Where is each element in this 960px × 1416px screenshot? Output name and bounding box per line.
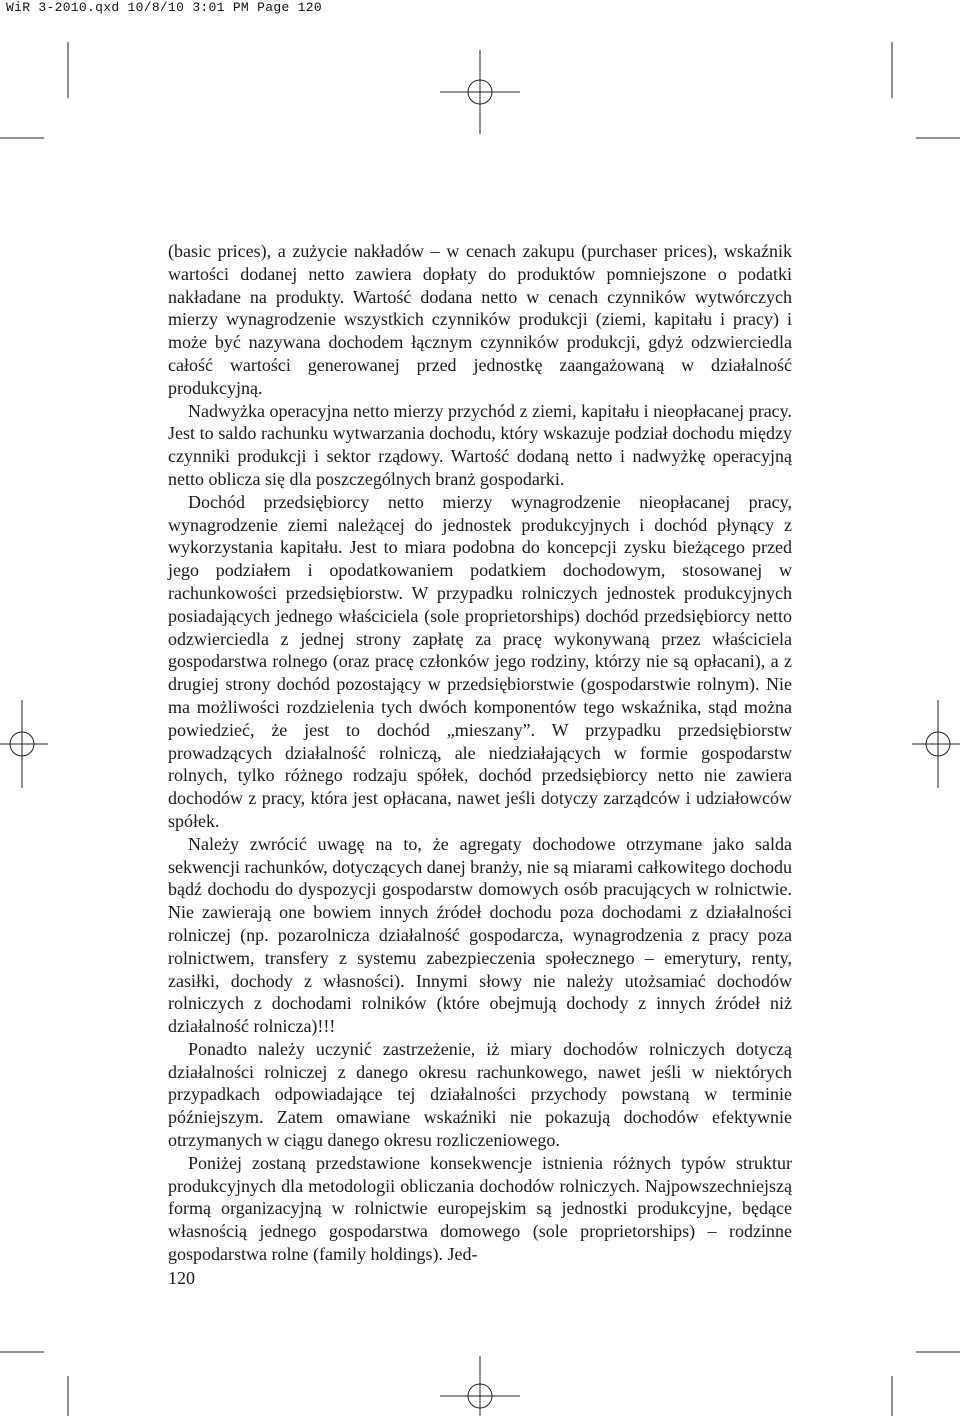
paragraph-4: Należy zwrócić uwagę na to, że agregaty dochodowe otrzymane jako salda sekwencji rachunków, dotyczących danej branży, nie są miarami całkowitego dochodu bądź dochodu do dyspozycji gospodarstw domowych osób pracujących w rolnictwie. Nie zawierają one bowiem innych źródeł dochodu poza dochodami z działalności rolniczej (np. pozarolnicza działalność gospodarcza, wynagrodzenia z pracy poza rolnictwem, transfery z systemu zabezpieczenia społecznego – emerytury, renty, zasiłki, dochody z własności). Innymi słowy nie należy utożsamiać dochodów rolniczych z dochodami rolników (które obejmują dochody z innych źródeł niż działalność rolnicza)!!! <box>168 833 792 1037</box>
paragraph-2: Nadwyżka operacyjna netto mierzy przychód z ziemi, kapitału i nieopłacanej pracy. Jest to saldo rachunku wytwarzania dochodu, który wskazuje podział dochodu między czynniki produkcji i sektor rządowy. Wartość dodaną netto i nadwyżkę operacyjną netto oblicza się dla poszczególnych branż gospodarki. <box>168 400 792 489</box>
paragraph-3: Dochód przedsiębiorcy netto mierzy wynagrodzenie nieopłacanej pracy, wynagrodzenie ziemi należącej do jednostek produkcyjnych i dochód płynący z wykorzystania kapitału. Jest to miara podobna do koncepcji zysku bieżącego przed jego podziałem i opodatkowaniem podatkiem dochodowym, stosowanej w rachunkowości przedsiębiorstw. W przypadku rolniczych jednostek produkcyjnych posiadających jednego właściciela (sole proprietorships) dochód przedsiębiorcy netto odzwierciedla z jednej strony zapłatę za pracę wykonywaną przez właściciela gospodarstwa rolnego (oraz pracę członków jego rodziny, którzy nie są opłacani), a z drugiej strony dochód pozostający w przedsiębiorstwie (gospodarstwie rolnym). Nie ma możliwości rozdzielenia tych dwóch komponentów tego wskaźnika, stąd można powiedzieć, że jest to dochód „mieszany”. W przypadku przedsiębiorstw prowadzących działalność rolniczą, ale niedziałających w formie gospodarstw rolnych, tylko różnego rodzaju spółek, dochód przedsiębiorcy netto nie zawiera dochodów z pracy, która jest opłacana, nawet jeśli dotyczy zarządców i udziałowców spółek. <box>168 491 792 831</box>
print-slug: WiR 3-2010.qxd 10/8/10 3:01 PM Page 120 <box>6 0 322 15</box>
paragraph-5: Ponadto należy uczynić zastrzeżenie, iż miary dochodów rolniczych dotyczą działalności rolniczej z danego okresu rachunkowego, nawet jeśli w niektórych przypadkach odpowiadające tej działalności przychody powstaną w terminie późniejszym. Zatem omawiane wskaźniki nie pokazują dochodów efektywnie otrzymanych w ciągu danego okresu rozliczeniowego. <box>168 1038 792 1151</box>
registration-target-left <box>0 700 48 788</box>
paragraph-1: (basic prices), a zużycie nakładów – w cenach zakupu (purchaser prices), wskaźnik wartości dodanej netto zawiera dopłaty do produktów pomniejszone o podatki nakładane na produkty. Wartość dodana netto w cenach czynników wytwórczych mierzy wynagrodzenie wszystkich czynników produkcji (ziemi, kapitału i pracy) i może być nazywana dochodem łącznym czynników produkcji, gdyż odzwierciedla całość wartości generowanej przed jednostkę zaangażowaną w działalność produkcyjną. <box>168 241 792 398</box>
registration-target-bottom <box>440 1356 520 1416</box>
paragraph-6: Poniżej zostaną przedstawione konsekwencje istnienia różnych typów struktur produkcyjnych dla metodologii obliczania dochodów rolniczych. Najpowszechniejszą formą organizacyjną w rolnictwie europejskim są jednostki produkcyjne, będące własnością jednego gospodarstwa domowego (sole proprietorships) – rodzinne gospodarstwa rolne (family holdings). Jed- <box>168 1152 792 1265</box>
registration-target-right <box>912 700 960 788</box>
page-number: 120 <box>168 1268 195 1288</box>
body-text <box>168 240 792 1266</box>
registration-target-top <box>440 50 520 134</box>
